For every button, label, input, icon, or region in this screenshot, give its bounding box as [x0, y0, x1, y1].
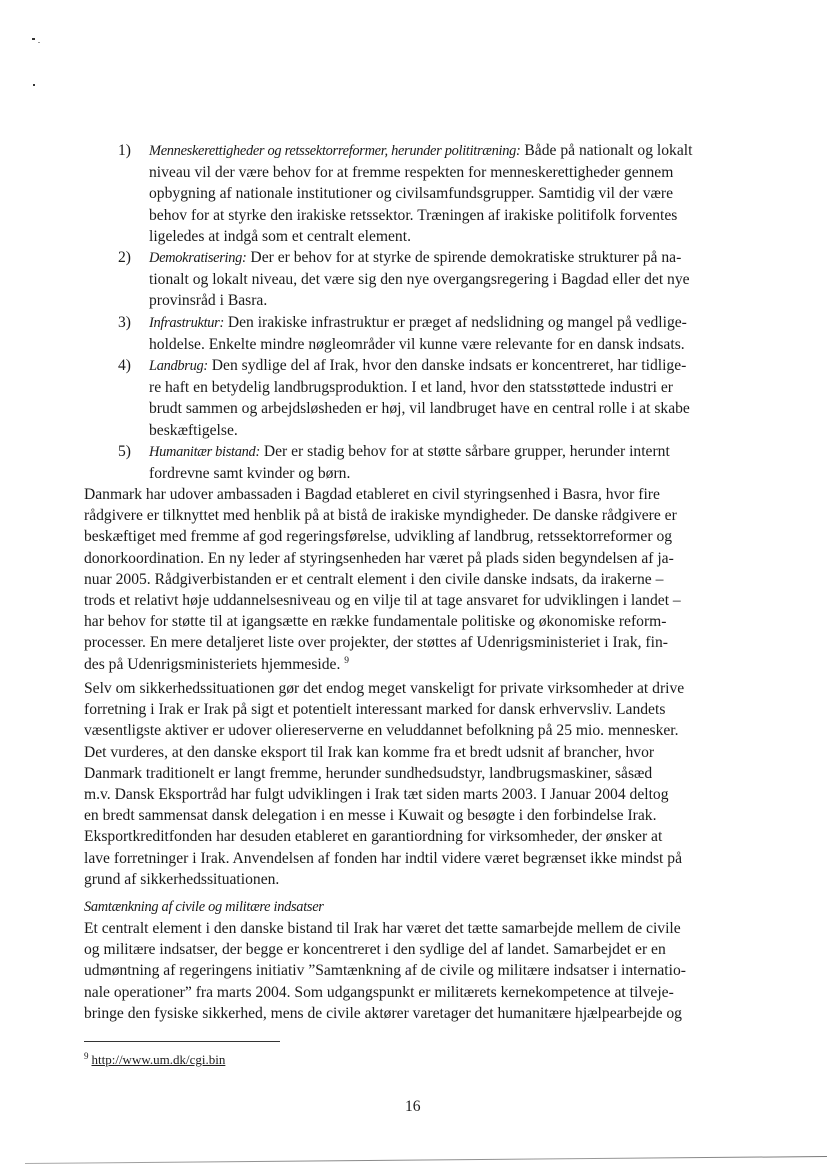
list-number: 2) [118, 249, 131, 267]
list-text: provinsråd i Basra. [149, 292, 268, 310]
list-text: beskæftigelse. [149, 421, 238, 439]
paragraph-line: Danmark traditionelt er langt fremme, herunder sundhedsudstyr, landbrugsmaskiner, såsæd [84, 764, 653, 782]
paragraph-line: en bredt sammensat dansk delegation i en messe i Kuwait og besøgte i den forbindelse Irak. [84, 807, 657, 825]
section-heading: Samtænkning af civile og militære indsatser [84, 899, 324, 915]
list-term: Landbrug: [149, 358, 208, 375]
page-number: 16 [405, 1098, 421, 1115]
list-text: holdelse. Enkelte mindre nøgleområder vil kunne være relevante for en dansk indsats. [149, 335, 685, 353]
paragraph-line: m.v. Dansk Eksportråd har fulgt udviklingen i Irak tæt siden marts 2003. I Januar 2004 deltog [84, 786, 669, 804]
list-number: 3) [118, 313, 131, 331]
list-item [118, 312, 768, 355]
paragraph-line: nuar 2005. Rådgiverbistanden er et centralt element i den civile danske indsats, da irakerne – [84, 570, 664, 588]
paragraph-line: rådgivere er tilknyttet med henblik på at bistå de irakiske myndigheder. De danske rådgivere er [84, 507, 677, 525]
paragraph-line: processer. En mere detaljeret liste over projekter, der støttes af Udenrigsministeriet i Irak, fin- [84, 634, 668, 652]
paragraph-line: trods et relativt høje uddannelsesniveau og en vilje til at tage ansvaret for udviklingen i landet – [84, 592, 681, 610]
list-text: Den sydlige del af Irak, hvor den danske indsats er koncentreret, har tidlige- [207, 357, 687, 375]
list-item [118, 441, 768, 484]
paragraph-line: Danmark har udover ambassaden i Bagdad etableret en civil styringsenhed i Basra, hvor fire [84, 486, 660, 503]
list-text: behov for at styrke den irakiske retssektor. Træningen af irakiske politifolk forventes [149, 206, 678, 224]
list-term: Demokratisering: [149, 250, 247, 267]
scan-speck [38, 42, 40, 43]
paragraph-line: Eksportkreditfonden har desuden etableret en garantiordning for virksomheder, der ønsker at [84, 828, 663, 846]
list-text: Den irakiske infrastruktur er præget af nedslidning og mangel på vedlige- [223, 313, 687, 331]
list-item [118, 355, 768, 441]
paragraph-line: bringe den fysiske sikkerhed, mens de civile aktører varetager det humanitære hjælpearbejde og [84, 1004, 682, 1022]
list-text: brudt sammen og arbejdsløsheden er høj, vil landbruget have en central rolle i at skabe [149, 400, 690, 418]
list-text: re haft en betydelig landbrugsproduktion. I et land, hvor den statsstøttede industri er [149, 379, 673, 397]
paragraph-business [84, 678, 774, 890]
list-text: Der er behov for at styrke de spirende demokratiske strukturer på na- [246, 249, 682, 267]
list-text: niveau vil der være behov for at fremme respekten for menneskerettigheder gennem [149, 164, 674, 182]
list-text: fordrevne samt kvinder og børn. [149, 465, 351, 483]
paragraph-line: Et centralt element i den danske bistand til Irak har været det tætte samarbejde mellem de civile [84, 920, 681, 937]
paragraph-line: har behov for støtte til at igangsætte en række fundamentale politiske og økonomiske reform- [84, 613, 667, 631]
paragraph-line: nale operationer” fra marts 2004. Som udgangspunkt er militærets kernekompetence at tilveje- [84, 983, 674, 1001]
footnote-number: 9 [84, 1050, 89, 1061]
paragraph-line: Selv om sikkerhedssituationen gør det endog meget vanskeligt for private virksomheder at drive [84, 680, 685, 697]
paragraph-line: lave forretninger i Irak. Anvendelsen af fonden har indtil videre været begrænset ikke mindst på [84, 849, 683, 867]
footnote-reference[interactable]: 9 [344, 655, 350, 666]
paragraph-line: des på Udenrigsministeriets hjemmeside. [84, 655, 345, 673]
footnote-link[interactable]: http://www.um.dk/cgi.bin [91, 1052, 226, 1067]
list-item [118, 247, 768, 312]
scan-edge-line [25, 1156, 827, 1164]
list-number: 5) [118, 442, 131, 460]
list-item [118, 140, 768, 247]
paragraph-line: udmøntning af regeringens initiativ ”Samtænkning af de civile og militære indsatser i internatio- [84, 962, 686, 980]
paragraph-civil-military [84, 918, 774, 1024]
footnote [84, 1052, 225, 1068]
list-text: Både på nationalt og lokalt [520, 142, 693, 159]
list-term: Infrastruktur: [149, 314, 224, 331]
list-term: Humanitær bistand: [149, 443, 260, 460]
priority-list [118, 140, 768, 484]
paragraph-civil-unit [84, 484, 774, 675]
list-text: opbygning af nationale institutioner og civilsamfundsgrupper. Samtidig vil der være [149, 185, 674, 203]
paragraph-line: donorkoordination. En ny leder af styringsenheden har været på plads siden begyndelsen af ja- [84, 549, 674, 567]
list-term: Menneskerettigheder og retssektorreformer, herunder polititræning: [149, 143, 521, 159]
paragraph-line: beskæftiget med fremme af god regeringsførelse, udvikling af landbrug, retssektorreformer og [84, 528, 673, 546]
paragraph-line: væsentligste aktiver er udover oliereserverne en veluddannet befolkning på 25 mio. mennesker. [84, 722, 679, 740]
footnote-divider [84, 1041, 280, 1042]
paragraph-line: Det vurderes, at den danske eksport til Irak kan komme fra et bredt udsnit af brancher, hvor [84, 743, 655, 761]
paragraph-line: forretning i Irak er Irak på sigt et potentielt interessant marked for dansk erhvervsliv. Landets [84, 701, 666, 719]
list-text: tionalt og lokalt niveau, det være sig den nye overgangsregering i Bagdad eller det nye [149, 271, 690, 289]
list-text: ligeledes at indgå som et centralt element. [149, 227, 411, 245]
scan-speck [32, 38, 35, 40]
list-number: 4) [118, 357, 131, 375]
scan-speck [33, 84, 35, 86]
paragraph-line: og militære indsatser, der begge er koncentreret i den sydlige del af landet. Samarbejdet er en [84, 941, 666, 959]
paragraph-line: grund af sikkerhedssituationen. [84, 870, 280, 888]
list-text: Der er stadig behov for at støtte sårbare grupper, herunder internt [259, 442, 670, 460]
list-number: 1) [118, 142, 131, 159]
